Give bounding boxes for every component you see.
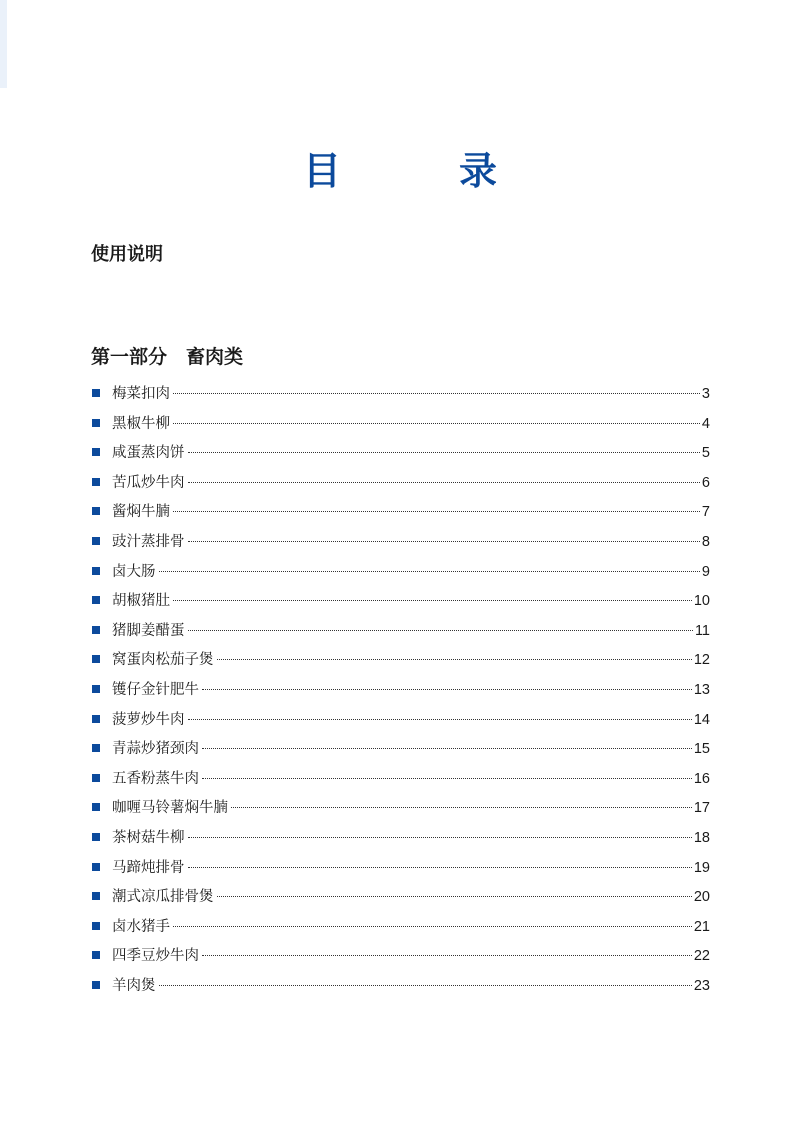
square-bullet-icon: [92, 448, 100, 456]
toc-entry-title: 菠萝炒牛肉: [112, 711, 185, 728]
square-bullet-icon: [92, 685, 100, 693]
page-edge-strip: [0, 0, 7, 88]
toc-entry-page: 13: [693, 681, 710, 698]
toc-entry-page: 9: [701, 563, 710, 580]
toc-entry[interactable]: [92, 706, 710, 736]
dot-leader: [188, 866, 692, 868]
toc-entry-page: 18: [693, 829, 710, 846]
toc-entry-page: 20: [693, 889, 710, 906]
toc-entry-title: 梅菜扣肉: [112, 386, 170, 402]
toc-entry[interactable]: [92, 765, 710, 795]
dot-leader: [173, 599, 692, 601]
dot-leader: [202, 747, 692, 749]
toc-entry-page: 19: [693, 859, 710, 876]
toc-entry-title: 咖喱马铃薯焖牛腩: [112, 800, 228, 817]
toc-entry-page: 17: [693, 800, 710, 817]
dot-leader: [188, 836, 692, 838]
page-title: 目 录: [302, 148, 537, 193]
dot-leader: [188, 481, 700, 483]
square-bullet-icon: [92, 803, 100, 811]
toc-entry[interactable]: [92, 439, 710, 469]
toc-entry[interactable]: [92, 972, 710, 1002]
toc-entry-title: 羊肉煲: [112, 977, 156, 994]
dot-leader: [202, 777, 692, 779]
toc-entry-page: 16: [693, 770, 710, 787]
toc-entry[interactable]: [92, 913, 710, 943]
toc-entry-page: 11: [694, 622, 710, 639]
square-bullet-icon: [92, 744, 100, 752]
toc-entry[interactable]: [92, 558, 710, 588]
toc-entry-page: 22: [693, 948, 710, 965]
toc-entry-title: 青蒜炒猪颈肉: [112, 741, 199, 758]
usage-heading[interactable]: 使用说明: [91, 244, 163, 265]
toc-entry-page: 4: [701, 415, 710, 432]
toc-entry[interactable]: [92, 942, 710, 972]
square-bullet-icon: [92, 626, 100, 634]
toc-entry-page: 5: [701, 445, 710, 462]
dot-leader: [173, 925, 692, 927]
square-bullet-icon: [92, 892, 100, 900]
toc-entry-title: 猪脚姜醋蛋: [112, 622, 185, 639]
toc-entry[interactable]: [92, 380, 710, 410]
square-bullet-icon: [92, 389, 100, 397]
toc-list: [92, 380, 710, 1001]
square-bullet-icon: [92, 922, 100, 930]
square-bullet-icon: [92, 774, 100, 782]
toc-entry[interactable]: [92, 528, 710, 558]
toc-entry-title: 豉汁蒸排骨: [112, 533, 185, 550]
dot-leader: [159, 570, 700, 572]
toc-entry-page: 8: [701, 533, 710, 550]
dot-leader: [173, 422, 700, 424]
dot-leader: [159, 984, 692, 986]
toc-entry-title: 酱焖牛腩: [112, 504, 170, 521]
dot-leader: [202, 954, 692, 956]
toc-entry[interactable]: [92, 794, 710, 824]
toc-entry[interactable]: [92, 617, 710, 647]
square-bullet-icon: [92, 478, 100, 486]
toc-entry-page: 21: [693, 918, 710, 935]
dot-leader: [188, 451, 700, 453]
toc-entry[interactable]: [92, 854, 710, 884]
toc-entry[interactable]: [92, 824, 710, 854]
toc-entry-title: 四季豆炒牛肉: [112, 948, 199, 965]
dot-leader: [231, 806, 692, 808]
square-bullet-icon: [92, 951, 100, 959]
dot-leader: [173, 392, 700, 394]
toc-entry[interactable]: [92, 498, 710, 528]
dot-leader: [173, 510, 700, 512]
toc-entry-title: 卤大肠: [112, 563, 156, 580]
toc-entry-title: 窝蛋肉松茄子煲: [112, 652, 214, 669]
dot-leader: [188, 540, 700, 542]
dot-leader: [217, 658, 692, 660]
square-bullet-icon: [92, 981, 100, 989]
toc-entry-page: 3: [701, 386, 710, 402]
dot-leader: [202, 688, 692, 690]
square-bullet-icon: [92, 655, 100, 663]
toc-entry[interactable]: [92, 587, 710, 617]
toc-entry-page: 6: [701, 474, 710, 491]
toc-entry-title: 黑椒牛柳: [112, 415, 170, 432]
dot-leader: [217, 895, 692, 897]
square-bullet-icon: [92, 833, 100, 841]
toc-entry[interactable]: [92, 410, 710, 440]
toc-entry-page: 7: [701, 504, 710, 521]
toc-entry-title: 五香粉蒸牛肉: [112, 770, 199, 787]
square-bullet-icon: [92, 419, 100, 427]
square-bullet-icon: [92, 507, 100, 515]
square-bullet-icon: [92, 715, 100, 723]
dot-leader: [188, 718, 692, 720]
toc-entry-page: 14: [693, 711, 710, 728]
square-bullet-icon: [92, 596, 100, 604]
toc-entry-title: 潮式凉瓜排骨煲: [112, 889, 214, 906]
toc-entry-page: 12: [693, 652, 710, 669]
toc-entry-page: 23: [693, 977, 710, 994]
toc-entry[interactable]: [92, 883, 710, 913]
square-bullet-icon: [92, 567, 100, 575]
toc-entry-title: 胡椒猪肚: [112, 593, 170, 610]
toc-entry-title: 镬仔金针肥牛: [112, 681, 199, 698]
toc-entry-title: 苦瓜炒牛肉: [112, 474, 185, 491]
toc-entry[interactable]: [92, 735, 710, 765]
toc-entry[interactable]: [92, 646, 710, 676]
square-bullet-icon: [92, 863, 100, 871]
toc-entry-title: 卤水猪手: [112, 918, 170, 935]
toc-entry[interactable]: [92, 676, 710, 706]
toc-entry-page: 10: [693, 593, 710, 610]
toc-entry-title: 茶树菇牛柳: [112, 829, 185, 846]
toc-entry[interactable]: [92, 469, 710, 499]
part-heading[interactable]: 第一部分 畜肉类: [91, 346, 244, 368]
toc-entry-page: 15: [693, 741, 710, 758]
toc-entry-title: 马蹄炖排骨: [112, 859, 185, 876]
toc-entry-title: 咸蛋蒸肉饼: [112, 445, 185, 462]
square-bullet-icon: [92, 537, 100, 545]
dot-leader: [188, 629, 693, 631]
